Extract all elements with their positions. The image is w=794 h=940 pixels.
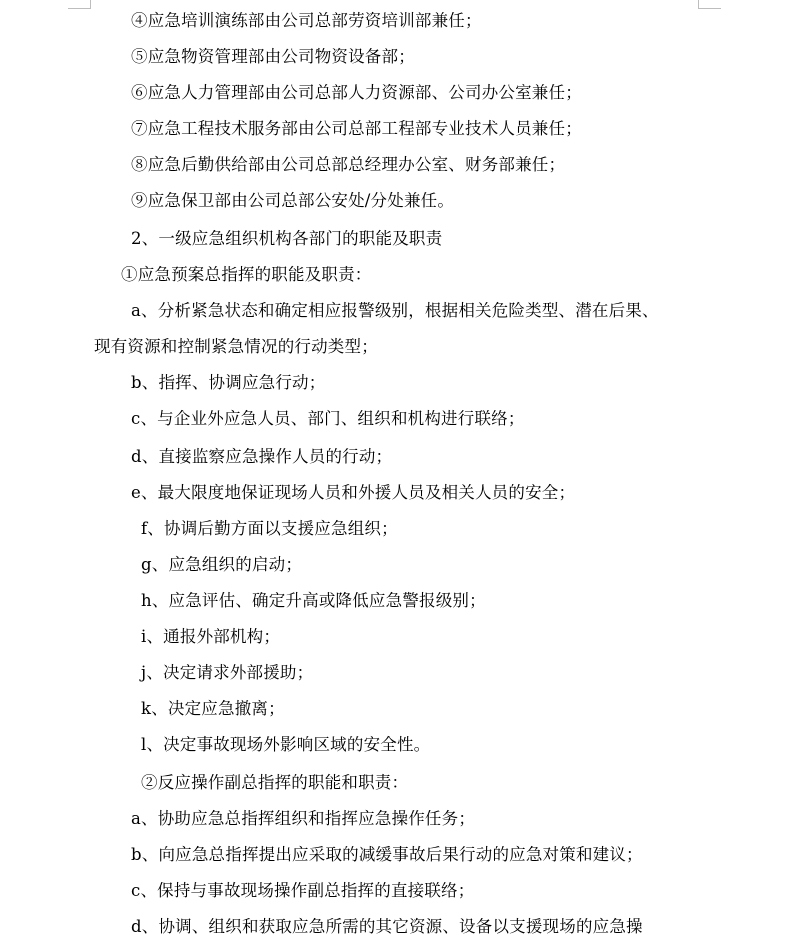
doc-line-12: c、与企业外应急人员、部门、组织和机构进行联络； <box>131 409 525 428</box>
doc-line-14: e、最大限度地保证现场人员和外援人员及相关人员的安全； <box>131 483 576 502</box>
doc-line-21: l、决定事故现场外影响区域的安全性。 <box>141 735 431 754</box>
doc-line-22: ②反应操作副总指挥的职能和职责： <box>141 773 409 792</box>
doc-line-26: d、协调、组织和获取应急所需的其它资源、设备以支援现场的应急操 <box>131 917 643 936</box>
doc-line-10: 现有资源和控制紧急情况的行动类型； <box>94 337 378 356</box>
doc-line-13: d、直接监察应急操作人员的行动； <box>131 447 393 466</box>
doc-line-11: b、指挥、协调应急行动； <box>131 373 326 392</box>
page-corner-mark-left <box>68 0 91 9</box>
doc-line-6: ⑨应急保卫部由公司总部公安处/分处兼任。 <box>131 191 455 210</box>
doc-line-3: ⑥应急人力管理部由公司总部人力资源部、公司办公室兼任； <box>131 83 582 102</box>
doc-line-2: ⑤应急物资管理部由公司物资设备部； <box>131 47 415 66</box>
doc-line-4: ⑦应急工程技术服务部由公司总部工程部专业技术人员兼任； <box>131 119 582 138</box>
doc-line-17: h、应急评估、确定升高或降低应急警报级别； <box>141 591 486 610</box>
doc-line-19: j、决定请求外部援助； <box>141 663 314 682</box>
page-corner-mark-right <box>698 0 721 9</box>
doc-line-24: b、向应急总指挥提出应采取的减缓事故后果行动的应急对策和建议； <box>131 845 643 864</box>
doc-line-23: a、协助应急总指挥组织和指挥应急操作任务； <box>131 809 476 828</box>
doc-line-8: ①应急预案总指挥的职能及职责： <box>121 265 372 284</box>
doc-line-9: a、分析紧急状态和确定相应报警级别，根据相关危险类型、潜在后果、 <box>131 301 659 320</box>
doc-line-7: 2、一级应急组织机构各部门的职能及职责 <box>131 229 443 248</box>
doc-line-5: ⑧应急后勤供给部由公司总部总经理办公室、财务部兼任； <box>131 155 566 174</box>
doc-line-1: ④应急培训演练部由公司总部劳资培训部兼任； <box>131 11 482 30</box>
doc-line-18: i、通报外部机构； <box>141 627 281 646</box>
doc-line-16: g、应急组织的启动； <box>141 555 303 574</box>
doc-line-25: c、保持与事故现场操作副总指挥的直接联络； <box>131 881 475 900</box>
doc-line-15: f、协调后勤方面以支援应急组织； <box>141 519 398 538</box>
doc-line-20: k、决定应急撤离； <box>141 699 285 718</box>
